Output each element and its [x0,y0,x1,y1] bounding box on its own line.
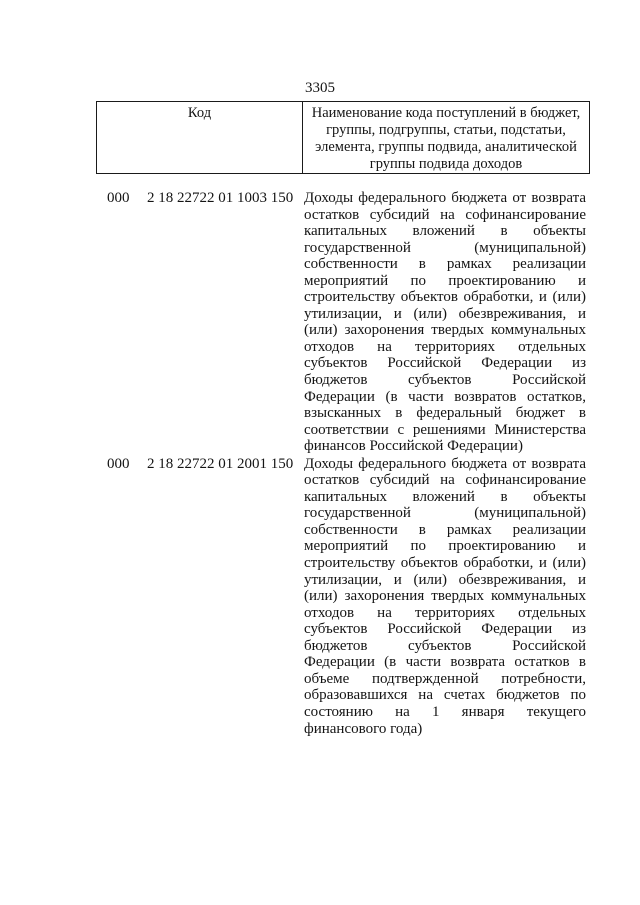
column-header-table [96,101,590,174]
income-code-entry [0,190,640,455]
header-row [97,102,590,174]
budget-classification-code: 2 18 22722 01 2001 150 [147,455,294,472]
income-codes-list [0,190,640,737]
budget-classification-code: 2 18 22722 01 1003 150 [147,190,294,206]
page-number: 3305 [305,80,335,96]
administrator-code: 000 [107,455,130,472]
income-code-description: Доходы федерального бюджета от возврата остатков субсидий на софинансирование капитальных вложений в объекты государственной (муниципальной) собственности в рамках реализации мероприятий по проектированию и строительству объектов обработки, и (или) утилизации, и (или) обезвреживания, и (или) захоронения твердых коммунальных отходов на территориях отдельных субъектов Российской Федерации из бюджетов субъектов Российской Федерации (в части возврата остатков в объеме подтвержденной потребности, образовавшихся на счетах бюджетов по состоянию на 1 января текущего финансового года) [304,455,586,737]
header-code-cell: Код [97,102,303,174]
income-code-description: Доходы федерального бюджета от возврата остатков субсидий на софинансирование капитальных вложений в объекты государственной (муниципальной) собственности в рамках реализации мероприятий по проектированию и строительству объектов обработки, и (или) утилизации, и (или) обезвреживания, и (или) захоронения твердых коммунальных отходов на территориях отдельных субъектов Российской Федерации из бюджетов субъектов Российской Федерации (в части возвратов остатков, взысканных в федеральный бюджет в соответствии с решениями Министерства финансов Российской Федерации) [304,190,586,455]
header-name-cell: Наименование кода поступлений в бюджет, группы, подгруппы, статьи, подстатьи, элемента, группы подвида, аналитической группы подвида доходов [303,102,590,174]
income-code-entry [0,456,640,737]
administrator-code: 000 [107,190,130,206]
